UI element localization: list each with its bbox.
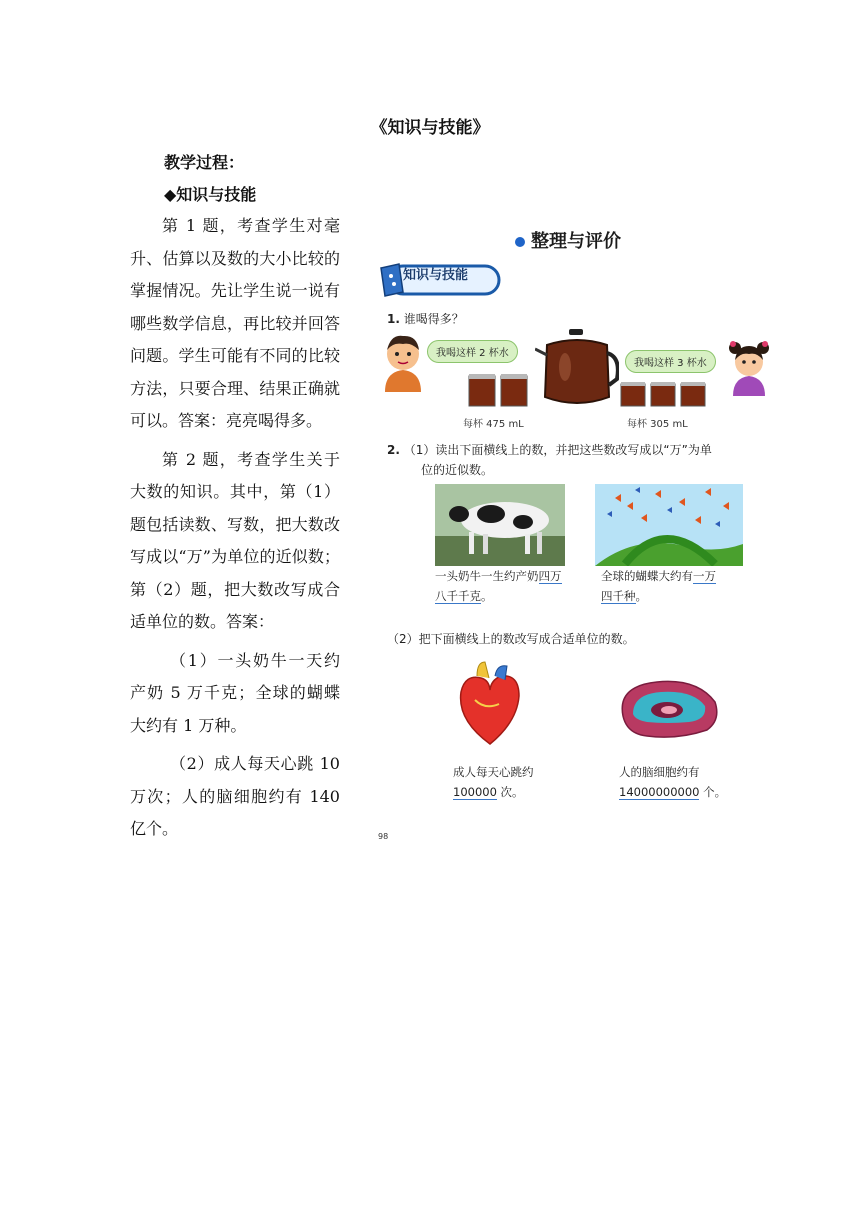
butterflies-photo	[595, 484, 743, 566]
textbook-title: 整理与评价	[515, 227, 621, 253]
heart-illustration	[455, 660, 525, 746]
boy-illustration	[381, 332, 425, 392]
question-2-part-2: （2）把下面横线上的数改写成合适单位的数。	[387, 632, 635, 646]
teaching-process-heading: 教学过程：	[164, 153, 245, 172]
cup-left-caption: 每杯 475 mL	[463, 419, 524, 430]
speech-bubble-boy: 我喝这样 2 杯水	[427, 340, 518, 363]
knowledge-badge-label: 知识与技能	[403, 268, 469, 283]
document-title: 《知识与技能》	[370, 118, 490, 138]
textbook-page-image	[375, 222, 775, 852]
heart-caption: 成人每天心跳约 100000 次。	[453, 765, 534, 799]
cups-right-icon	[619, 380, 709, 408]
butterfly-caption: 全球的蝴蝶大约有一万 四千种。	[601, 569, 716, 603]
knowledge-skills-heading: ◆知识与技能	[164, 185, 257, 204]
lesson-text-column	[130, 140, 340, 846]
teapot-icon	[535, 327, 619, 409]
paragraph-question-2: 第 2 题，考查学生关于大数的知识。其中，第（1）题包括读数、写数，把大数改写成以“万”为单位的近似数；第（2）题，把大数改写成合适单位的数。答案：	[130, 449, 340, 631]
question-2-part-1: 2. （1）读出下面横线上的数，并把这些数改写成以“万”为单 位的近似数。	[387, 443, 712, 477]
paragraph-question-1: 第 1 题，考查学生对毫升、估算以及数的大小比较的掌握情况。先让学生说一说有哪些数学信息，再比较并回答问题。学生可能有不同的比较方法，只要合理、结果正确就可以。答案：亮亮喝得多。	[130, 216, 340, 430]
bullet-dot-icon	[515, 237, 525, 247]
cow-photo	[435, 484, 565, 566]
speech-bubble-girl: 我喝这样 3 杯水	[625, 350, 716, 373]
answer-part-1: （1）一头奶牛一天约产奶 5 万千克；全球的蝴蝶大约有 1 万种。	[130, 650, 340, 735]
brain-illustration	[617, 676, 721, 742]
page-number: 98	[378, 832, 389, 841]
question-1: 1. 谁喝得多？	[387, 312, 464, 326]
answer-part-2: （2）成人每天心跳 10 万次；人的脑细胞约有 140 亿个。	[130, 754, 340, 838]
cow-caption: 一头奶牛一生约产奶四万八千千克。	[435, 569, 562, 603]
cups-left-icon	[467, 372, 529, 408]
girl-illustration	[727, 340, 771, 396]
brain-caption: 人的脑细胞约有 14000000000 个。	[619, 765, 727, 799]
cup-right-caption: 每杯 305 mL	[627, 419, 688, 430]
